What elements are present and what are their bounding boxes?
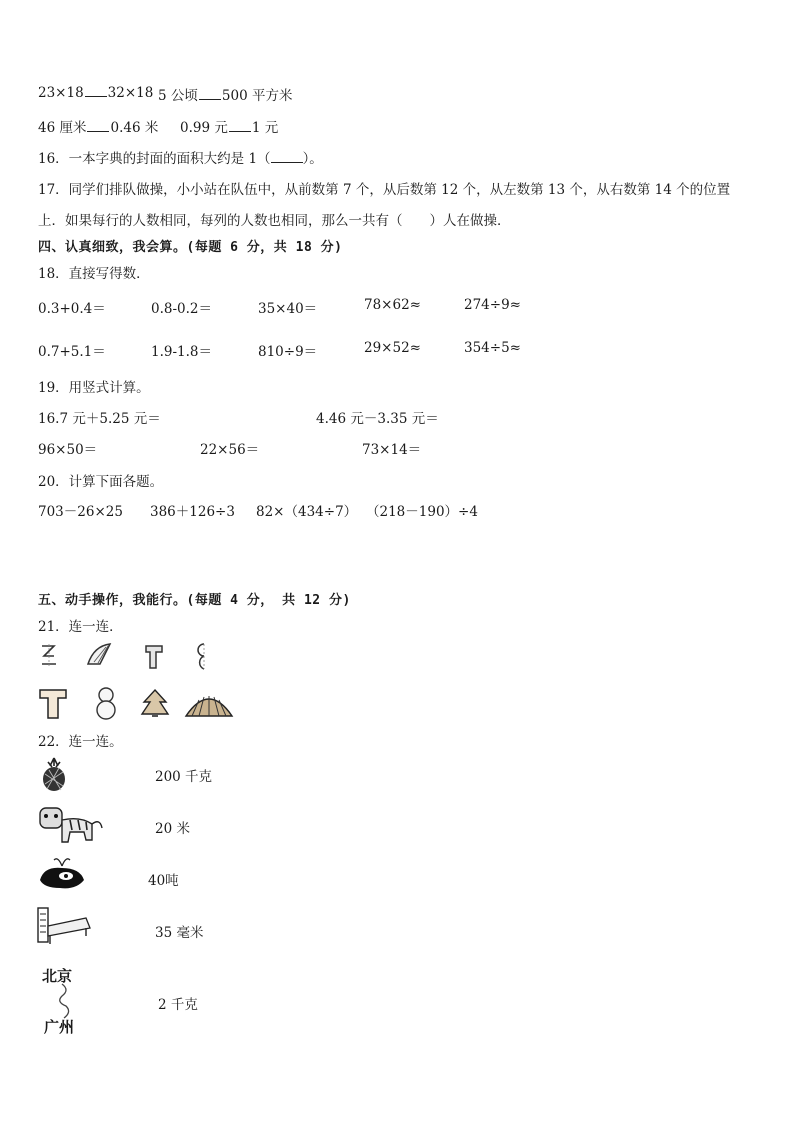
section-5-title: 五、动手操作，我能行。(每题 4 分， 共 12 分) [38, 593, 351, 608]
question-17-line-2: 上．如果每行的人数相同，每列的人数也相同，那么一共有（ ）人在做操． [38, 213, 511, 229]
half-zigzag-icon [38, 642, 60, 670]
unit-label-2: 20 米 [155, 821, 190, 837]
compare-row-2 [38, 116, 158, 136]
tree-icon [140, 688, 170, 718]
umbrella-icon [184, 692, 234, 718]
answer-blank[interactable] [85, 84, 107, 97]
q18-r2-c1: 0.7+5.1＝ [38, 344, 106, 360]
map-label-guangzhou: 广州 [44, 1018, 75, 1036]
q19-item-b: 4.46 元－3.35 元＝ [316, 411, 439, 427]
snowman-icon [94, 686, 118, 720]
section-4-title: 四、认真细致，我会算。(每题 6 分，共 18 分) [38, 240, 343, 255]
compare-row-1 [38, 84, 153, 101]
pineapple-icon [38, 756, 70, 792]
compare-item: 23×18 [38, 85, 84, 101]
q18-r2-c3: 810÷9＝ [258, 344, 318, 360]
q18-r1-c3: 35×40＝ [258, 301, 318, 317]
question-16 [38, 147, 323, 167]
question-19-title: 19．用竖式计算。 [38, 380, 150, 396]
compare-item: 0.99 元 [180, 120, 228, 136]
answer-blank[interactable] [229, 119, 251, 132]
q19-item-d: 22×56＝ [200, 442, 260, 458]
q20-item-2: 386＋126÷3 [150, 504, 235, 520]
question-text: 16．一本字典的封面的面积大约是 1（ [38, 151, 271, 167]
q20-item-3: 82×（434÷7） [256, 504, 358, 520]
answer-blank[interactable] [199, 87, 221, 100]
tiger-icon [34, 802, 104, 846]
q19-item-a: 16.7 元＋5.25 元＝ [38, 411, 161, 427]
unit-label-3: 40吨 [148, 873, 179, 889]
unit-label-1: 200 千克 [155, 769, 213, 785]
q18-r1-c1: 0.3+0.4＝ [38, 301, 106, 317]
question-17-line-1: 17．同学们排队做操，小小站在队伍中，从前数第 7 个，从后数第 12 个，从左数第 13 个，从右数第 14 个的位置 [38, 182, 731, 198]
answer-blank[interactable] [87, 119, 109, 132]
map-label-beijing: 北京 [42, 967, 73, 985]
house-icon [38, 688, 68, 720]
q20-item-1: 703－26×25 [38, 504, 123, 520]
map-route-icon [52, 984, 76, 1018]
q19-item-c: 96×50＝ [38, 442, 98, 458]
question-22-title: 22．连一连。 [38, 734, 123, 750]
compare-item: 500 平方米 [221, 88, 293, 104]
compare-item: 46 厘米 [38, 120, 87, 136]
half-umbrella-icon [86, 642, 114, 668]
question-20-title: 20．计算下面各题。 [38, 474, 164, 490]
question-text: ）。 [302, 151, 323, 167]
compare-row-2b [180, 116, 278, 136]
compare-item: 5 公顷 [158, 88, 198, 104]
compare-item: 32×18 [107, 85, 154, 101]
bed-icon [36, 904, 92, 946]
whale-icon [36, 854, 88, 892]
unit-label-5: 2 千克 [158, 997, 198, 1013]
half-snowman-icon [196, 642, 212, 670]
question-18-title: 18．直接写得数． [38, 266, 150, 282]
question-21-title: 21．连一连． [38, 619, 123, 635]
answer-blank[interactable] [271, 150, 303, 163]
compare-row-1b [158, 84, 292, 104]
unit-label-4: 35 毫米 [155, 925, 204, 941]
q18-r2-c4: 29×52≈ [364, 340, 421, 356]
half-house-icon [144, 642, 164, 670]
q18-r1-c4: 78×62≈ [364, 297, 421, 313]
q20-item-4: （218－190）÷4 [366, 504, 478, 520]
q18-r2-c2: 1.9-1.8＝ [151, 344, 213, 360]
compare-item: 0.46 米 [110, 120, 159, 136]
q18-r1-c5: 274÷9≈ [464, 297, 521, 313]
q19-item-e: 73×14＝ [362, 442, 422, 458]
compare-item: 1 元 [251, 120, 279, 136]
q18-r1-c2: 0.8-0.2＝ [151, 301, 213, 317]
q18-r2-c5: 354÷5≈ [464, 340, 521, 356]
